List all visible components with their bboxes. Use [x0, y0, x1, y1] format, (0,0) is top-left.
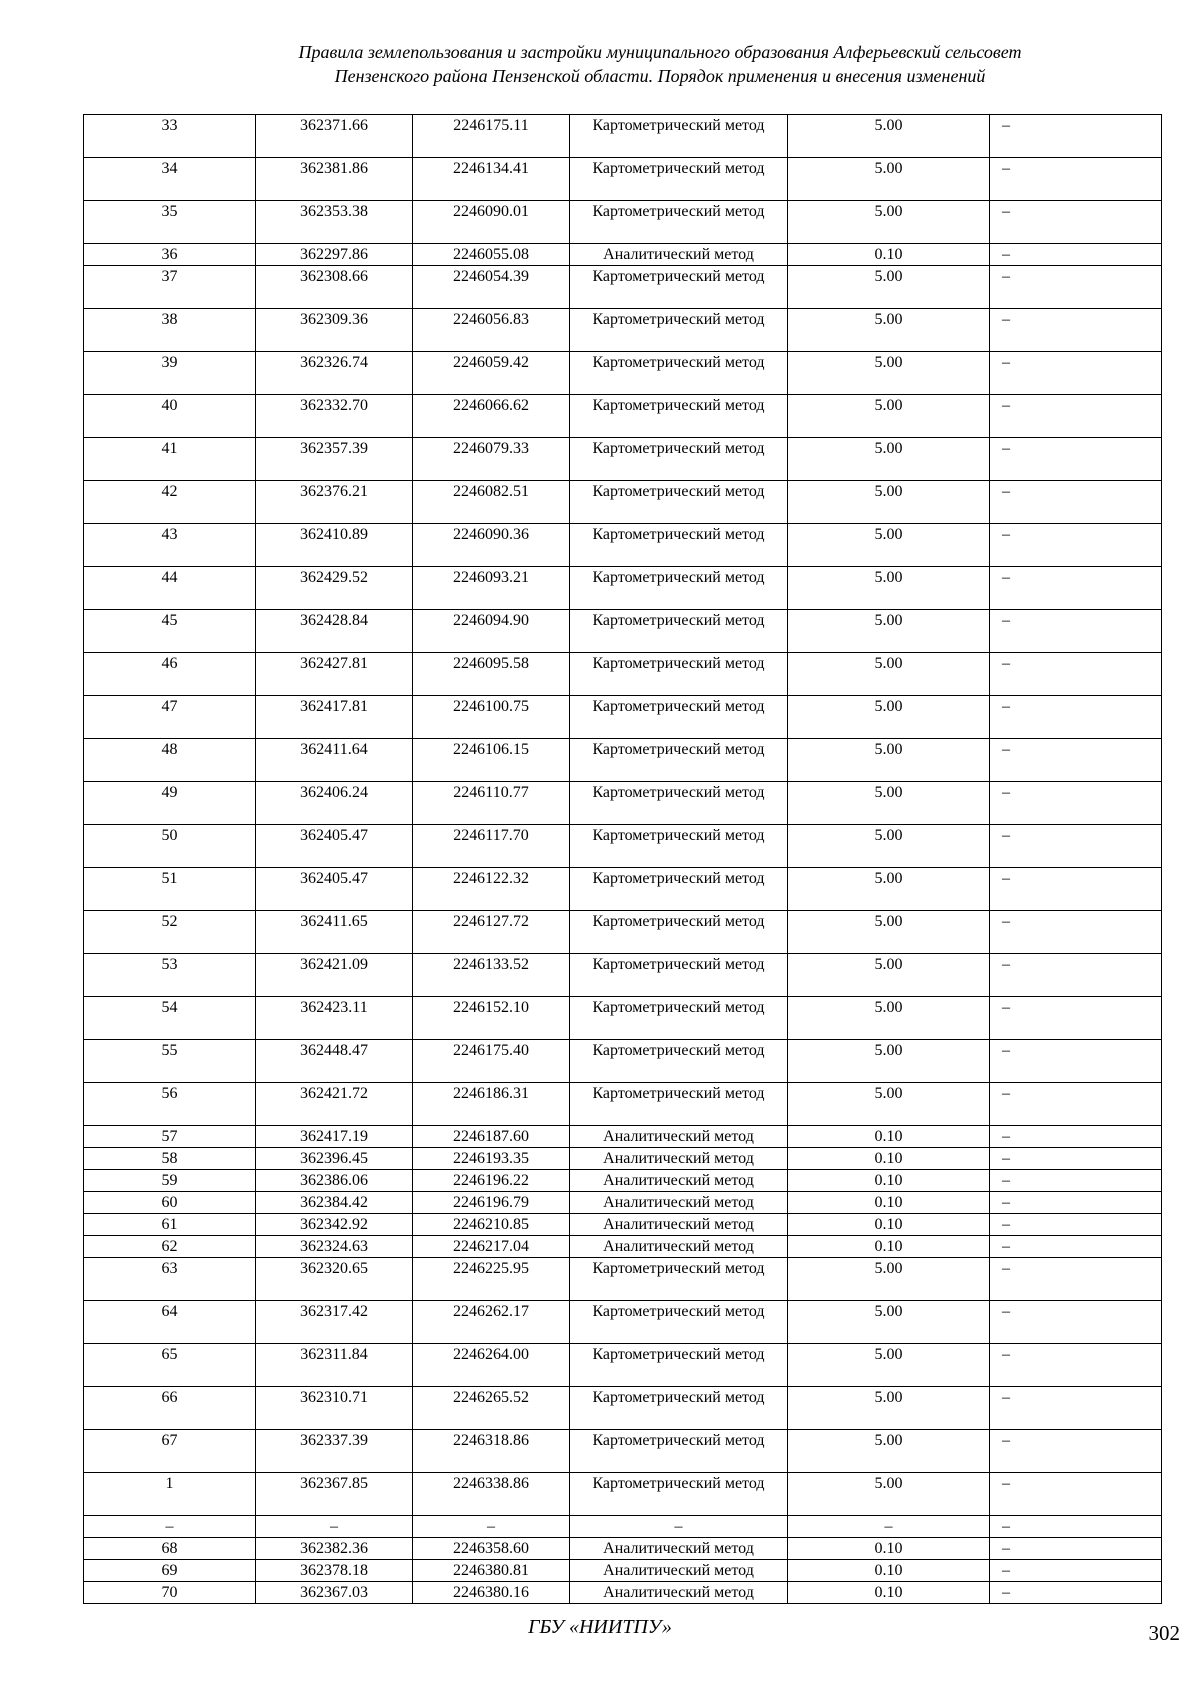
table-row [84, 1126, 1162, 1148]
table-row [84, 524, 1162, 567]
table-row [84, 244, 1162, 266]
point-number-cell: 54 [84, 997, 256, 1040]
note-cell: – [990, 1192, 1162, 1214]
table-row [84, 1560, 1162, 1582]
point-number-cell: 65 [84, 1344, 256, 1387]
x-coordinate-cell: 362410.89 [256, 524, 413, 567]
note-cell: – [990, 1538, 1162, 1560]
note-cell: – [990, 954, 1162, 997]
x-coordinate-cell: 362332.70 [256, 395, 413, 438]
table-row [84, 1040, 1162, 1083]
y-coordinate-cell: 2246106.15 [413, 739, 570, 782]
table-row [84, 481, 1162, 524]
method-cell: Картометрический метод [570, 825, 788, 868]
y-coordinate-cell: 2246095.58 [413, 653, 570, 696]
y-coordinate-cell: 2246193.35 [413, 1148, 570, 1170]
table-row [84, 395, 1162, 438]
point-number-cell: 33 [84, 115, 256, 158]
accuracy-cell: 5.00 [788, 997, 990, 1040]
point-number-cell: 58 [84, 1148, 256, 1170]
method-cell: Картометрический метод [570, 438, 788, 481]
point-number-cell: 44 [84, 567, 256, 610]
note-cell: – [990, 997, 1162, 1040]
x-coordinate-cell: 362417.19 [256, 1126, 413, 1148]
note-cell: – [990, 438, 1162, 481]
method-cell: Картометрический метод [570, 1430, 788, 1473]
y-coordinate-cell: 2246090.36 [413, 524, 570, 567]
method-cell: Картометрический метод [570, 739, 788, 782]
y-coordinate-cell: 2246055.08 [413, 244, 570, 266]
point-number-cell: 67 [84, 1430, 256, 1473]
accuracy-cell: 0.10 [788, 1538, 990, 1560]
note-cell: – [990, 1040, 1162, 1083]
accuracy-cell: 5.00 [788, 567, 990, 610]
table-row [84, 954, 1162, 997]
accuracy-cell: 5.00 [788, 352, 990, 395]
header-line-1: Правила землепользования и застройки муниципального образования Алферьевский сельсовет [298, 42, 1022, 62]
point-number-cell: 56 [84, 1083, 256, 1126]
accuracy-cell: 5.00 [788, 1258, 990, 1301]
method-cell: Аналитический метод [570, 1560, 788, 1582]
accuracy-cell: 5.00 [788, 911, 990, 954]
point-number-cell: 37 [84, 266, 256, 309]
point-number-cell: 51 [84, 868, 256, 911]
x-coordinate-cell: 362337.39 [256, 1430, 413, 1473]
method-cell: Аналитический метод [570, 244, 788, 266]
x-coordinate-cell: 362421.09 [256, 954, 413, 997]
method-cell: Картометрический метод [570, 266, 788, 309]
note-cell: – [990, 1236, 1162, 1258]
x-coordinate-cell: 362406.24 [256, 782, 413, 825]
table-row [84, 438, 1162, 481]
table-row [84, 997, 1162, 1040]
note-cell: – [990, 1473, 1162, 1516]
accuracy-cell: 5.00 [788, 1430, 990, 1473]
note-cell: – [990, 1560, 1162, 1582]
point-number-cell: 43 [84, 524, 256, 567]
y-coordinate-cell: 2246082.51 [413, 481, 570, 524]
y-coordinate-cell: 2246122.32 [413, 868, 570, 911]
coordinates-table-wrapper [83, 114, 1162, 1604]
note-cell: – [990, 1148, 1162, 1170]
x-coordinate-cell: 362308.66 [256, 266, 413, 309]
method-cell: Картометрический метод [570, 158, 788, 201]
x-coordinate-cell: 362423.11 [256, 997, 413, 1040]
table-row [84, 309, 1162, 352]
table-row [84, 1538, 1162, 1560]
table-row [84, 1582, 1162, 1604]
y-coordinate-cell: 2246059.42 [413, 352, 570, 395]
y-coordinate-cell: 2246094.90 [413, 610, 570, 653]
x-coordinate-cell: 362357.39 [256, 438, 413, 481]
y-coordinate-cell: 2246264.00 [413, 1344, 570, 1387]
point-number-cell: 53 [84, 954, 256, 997]
point-number-cell: 61 [84, 1214, 256, 1236]
table-row [84, 1192, 1162, 1214]
note-cell: – [990, 115, 1162, 158]
note-cell: – [990, 653, 1162, 696]
accuracy-cell: 0.10 [788, 1214, 990, 1236]
table-row [84, 739, 1162, 782]
method-cell: Картометрический метод [570, 610, 788, 653]
point-number-cell: 49 [84, 782, 256, 825]
x-coordinate-cell: 362382.36 [256, 1538, 413, 1560]
accuracy-cell: 5.00 [788, 524, 990, 567]
note-cell: – [990, 1258, 1162, 1301]
method-cell: Аналитический метод [570, 1126, 788, 1148]
footer-org: ГБУ «НИИТПУ» [528, 1616, 672, 1638]
y-coordinate-cell: 2246380.81 [413, 1560, 570, 1582]
y-coordinate-cell: 2246133.52 [413, 954, 570, 997]
y-coordinate-cell: 2246262.17 [413, 1301, 570, 1344]
point-number-cell: 52 [84, 911, 256, 954]
accuracy-cell: 5.00 [788, 954, 990, 997]
point-number-cell: 57 [84, 1126, 256, 1148]
y-coordinate-cell: 2246056.83 [413, 309, 570, 352]
table-row [84, 567, 1162, 610]
x-coordinate-cell: 362378.18 [256, 1560, 413, 1582]
x-coordinate-cell: 362317.42 [256, 1301, 413, 1344]
method-cell: Картометрический метод [570, 911, 788, 954]
y-coordinate-cell: – [413, 1516, 570, 1538]
table-row [84, 782, 1162, 825]
point-number-cell: 70 [84, 1582, 256, 1604]
note-cell: – [990, 201, 1162, 244]
point-number-cell: 34 [84, 158, 256, 201]
point-number-cell: 63 [84, 1258, 256, 1301]
accuracy-cell: 0.10 [788, 244, 990, 266]
note-cell: – [990, 1582, 1162, 1604]
x-coordinate-cell: 362353.38 [256, 201, 413, 244]
accuracy-cell: 5.00 [788, 1387, 990, 1430]
method-cell: Картометрический метод [570, 1258, 788, 1301]
point-number-cell: 66 [84, 1387, 256, 1430]
x-coordinate-cell: 362367.85 [256, 1473, 413, 1516]
point-number-cell: 40 [84, 395, 256, 438]
method-cell: Аналитический метод [570, 1236, 788, 1258]
accuracy-cell: 5.00 [788, 115, 990, 158]
method-cell: Картометрический метод [570, 1301, 788, 1344]
method-cell: Аналитический метод [570, 1170, 788, 1192]
x-coordinate-cell: 362320.65 [256, 1258, 413, 1301]
x-coordinate-cell: 362342.92 [256, 1214, 413, 1236]
method-cell: Картометрический метод [570, 481, 788, 524]
accuracy-cell: 5.00 [788, 610, 990, 653]
x-coordinate-cell: 362405.47 [256, 868, 413, 911]
point-number-cell: 42 [84, 481, 256, 524]
method-cell: Картометрический метод [570, 1040, 788, 1083]
point-number-cell: 35 [84, 201, 256, 244]
x-coordinate-cell: 362371.66 [256, 115, 413, 158]
table-row [84, 1387, 1162, 1430]
note-cell: – [990, 309, 1162, 352]
note-cell: – [990, 352, 1162, 395]
point-number-cell: 47 [84, 696, 256, 739]
point-number-cell: 69 [84, 1560, 256, 1582]
table-row [84, 115, 1162, 158]
x-coordinate-cell: 362310.71 [256, 1387, 413, 1430]
table-row [84, 911, 1162, 954]
table-row [84, 825, 1162, 868]
note-cell: – [990, 1126, 1162, 1148]
accuracy-cell: 0.10 [788, 1192, 990, 1214]
y-coordinate-cell: 2246217.04 [413, 1236, 570, 1258]
note-cell: – [990, 782, 1162, 825]
table-row [84, 352, 1162, 395]
method-cell: – [570, 1516, 788, 1538]
y-coordinate-cell: 2246152.10 [413, 997, 570, 1040]
method-cell: Картометрический метод [570, 1083, 788, 1126]
note-cell: – [990, 266, 1162, 309]
accuracy-cell: 5.00 [788, 158, 990, 201]
note-cell: – [990, 696, 1162, 739]
y-coordinate-cell: 2246380.16 [413, 1582, 570, 1604]
table-row [84, 266, 1162, 309]
point-number-cell: 46 [84, 653, 256, 696]
note-cell: – [990, 825, 1162, 868]
accuracy-cell: 5.00 [788, 1473, 990, 1516]
x-coordinate-cell: 362428.84 [256, 610, 413, 653]
x-coordinate-cell: 362326.74 [256, 352, 413, 395]
point-number-cell: 55 [84, 1040, 256, 1083]
point-number-cell: 41 [84, 438, 256, 481]
accuracy-cell: 5.00 [788, 868, 990, 911]
method-cell: Картометрический метод [570, 201, 788, 244]
y-coordinate-cell: 2246318.86 [413, 1430, 570, 1473]
table-row [84, 696, 1162, 739]
table-row [84, 1258, 1162, 1301]
note-cell: – [990, 524, 1162, 567]
header-line-2: Пензенского района Пензенской области. Порядок применения и внесения изменений [334, 66, 986, 86]
page-number: 302 [1148, 1621, 1180, 1645]
table-row [84, 1516, 1162, 1538]
accuracy-cell: 5.00 [788, 739, 990, 782]
y-coordinate-cell: 2246079.33 [413, 438, 570, 481]
note-cell: – [990, 1170, 1162, 1192]
table-row [84, 1301, 1162, 1344]
point-number-cell: 48 [84, 739, 256, 782]
x-coordinate-cell: 362386.06 [256, 1170, 413, 1192]
method-cell: Картометрический метод [570, 395, 788, 438]
x-coordinate-cell: 362421.72 [256, 1083, 413, 1126]
note-cell: – [990, 739, 1162, 782]
table-row [84, 158, 1162, 201]
x-coordinate-cell: 362367.03 [256, 1582, 413, 1604]
y-coordinate-cell: 2246210.85 [413, 1214, 570, 1236]
table-row [84, 1148, 1162, 1170]
method-cell: Картометрический метод [570, 1473, 788, 1516]
y-coordinate-cell: 2246225.95 [413, 1258, 570, 1301]
accuracy-cell: 0.10 [788, 1126, 990, 1148]
x-coordinate-cell: 362311.84 [256, 1344, 413, 1387]
accuracy-cell: 5.00 [788, 395, 990, 438]
table-row [84, 868, 1162, 911]
method-cell: Аналитический метод [570, 1538, 788, 1560]
y-coordinate-cell: 2246054.39 [413, 266, 570, 309]
point-number-cell: 1 [84, 1473, 256, 1516]
x-coordinate-cell: 362411.65 [256, 911, 413, 954]
method-cell: Картометрический метод [570, 868, 788, 911]
method-cell: Картометрический метод [570, 352, 788, 395]
method-cell: Картометрический метод [570, 997, 788, 1040]
y-coordinate-cell: 2246186.31 [413, 1083, 570, 1126]
note-cell: – [990, 1387, 1162, 1430]
accuracy-cell: 5.00 [788, 696, 990, 739]
accuracy-cell: 5.00 [788, 1040, 990, 1083]
y-coordinate-cell: 2246127.72 [413, 911, 570, 954]
note-cell: – [990, 1344, 1162, 1387]
y-coordinate-cell: 2246187.60 [413, 1126, 570, 1148]
method-cell: Картометрический метод [570, 1387, 788, 1430]
x-coordinate-cell: 362384.42 [256, 1192, 413, 1214]
note-cell: – [990, 868, 1162, 911]
y-coordinate-cell: 2246265.52 [413, 1387, 570, 1430]
method-cell: Картометрический метод [570, 696, 788, 739]
table-row [84, 201, 1162, 244]
table-row [84, 653, 1162, 696]
method-cell: Картометрический метод [570, 567, 788, 610]
point-number-cell: 60 [84, 1192, 256, 1214]
method-cell: Аналитический метод [570, 1148, 788, 1170]
note-cell: – [990, 244, 1162, 266]
point-number-cell: 59 [84, 1170, 256, 1192]
y-coordinate-cell: 2246358.60 [413, 1538, 570, 1560]
y-coordinate-cell: 2246066.62 [413, 395, 570, 438]
accuracy-cell: 5.00 [788, 1083, 990, 1126]
y-coordinate-cell: 2246117.70 [413, 825, 570, 868]
accuracy-cell: 5.00 [788, 481, 990, 524]
x-coordinate-cell: 362324.63 [256, 1236, 413, 1258]
table-row [84, 1430, 1162, 1473]
method-cell: Картометрический метод [570, 954, 788, 997]
x-coordinate-cell: 362396.45 [256, 1148, 413, 1170]
method-cell: Картометрический метод [570, 115, 788, 158]
point-number-cell: – [84, 1516, 256, 1538]
method-cell: Картометрический метод [570, 1344, 788, 1387]
y-coordinate-cell: 2246196.22 [413, 1170, 570, 1192]
note-cell: – [990, 1214, 1162, 1236]
point-number-cell: 39 [84, 352, 256, 395]
note-cell: – [990, 567, 1162, 610]
note-cell: – [990, 911, 1162, 954]
note-cell: – [990, 610, 1162, 653]
method-cell: Аналитический метод [570, 1214, 788, 1236]
accuracy-cell: 0.10 [788, 1560, 990, 1582]
x-coordinate-cell: 362417.81 [256, 696, 413, 739]
accuracy-cell: – [788, 1516, 990, 1538]
y-coordinate-cell: 2246175.40 [413, 1040, 570, 1083]
note-cell: – [990, 1430, 1162, 1473]
method-cell: Картометрический метод [570, 309, 788, 352]
accuracy-cell: 0.10 [788, 1236, 990, 1258]
table-row [84, 1083, 1162, 1126]
note-cell: – [990, 158, 1162, 201]
y-coordinate-cell: 2246100.75 [413, 696, 570, 739]
x-coordinate-cell: 362411.64 [256, 739, 413, 782]
accuracy-cell: 0.10 [788, 1582, 990, 1604]
point-number-cell: 64 [84, 1301, 256, 1344]
table-row [84, 1214, 1162, 1236]
accuracy-cell: 5.00 [788, 438, 990, 481]
method-cell: Аналитический метод [570, 1192, 788, 1214]
accuracy-cell: 5.00 [788, 653, 990, 696]
note-cell: – [990, 481, 1162, 524]
point-number-cell: 38 [84, 309, 256, 352]
note-cell: – [990, 1301, 1162, 1344]
point-number-cell: 68 [84, 1538, 256, 1560]
x-coordinate-cell: 362448.47 [256, 1040, 413, 1083]
point-number-cell: 36 [84, 244, 256, 266]
accuracy-cell: 0.10 [788, 1148, 990, 1170]
y-coordinate-cell: 2246196.79 [413, 1192, 570, 1214]
y-coordinate-cell: 2246110.77 [413, 782, 570, 825]
accuracy-cell: 5.00 [788, 201, 990, 244]
accuracy-cell: 5.00 [788, 1301, 990, 1344]
coordinates-table [83, 114, 1162, 1604]
point-number-cell: 62 [84, 1236, 256, 1258]
x-coordinate-cell: 362427.81 [256, 653, 413, 696]
x-coordinate-cell: 362309.36 [256, 309, 413, 352]
y-coordinate-cell: 2246093.21 [413, 567, 570, 610]
point-number-cell: 50 [84, 825, 256, 868]
accuracy-cell: 5.00 [788, 266, 990, 309]
method-cell: Картометрический метод [570, 524, 788, 567]
note-cell: – [990, 395, 1162, 438]
y-coordinate-cell: 2246090.01 [413, 201, 570, 244]
coordinates-table-body [84, 115, 1162, 1604]
table-row [84, 1344, 1162, 1387]
y-coordinate-cell: 2246134.41 [413, 158, 570, 201]
y-coordinate-cell: 2246338.86 [413, 1473, 570, 1516]
y-coordinate-cell: 2246175.11 [413, 115, 570, 158]
method-cell: Картометрический метод [570, 782, 788, 825]
accuracy-cell: 5.00 [788, 782, 990, 825]
table-row [84, 1170, 1162, 1192]
point-number-cell: 45 [84, 610, 256, 653]
method-cell: Картометрический метод [570, 653, 788, 696]
x-coordinate-cell: 362376.21 [256, 481, 413, 524]
accuracy-cell: 5.00 [788, 309, 990, 352]
note-cell: – [990, 1516, 1162, 1538]
table-row [84, 610, 1162, 653]
page-header [0, 40, 1200, 88]
accuracy-cell: 5.00 [788, 825, 990, 868]
table-row [84, 1236, 1162, 1258]
method-cell: Аналитический метод [570, 1582, 788, 1604]
accuracy-cell: 0.10 [788, 1170, 990, 1192]
accuracy-cell: 5.00 [788, 1344, 990, 1387]
table-row [84, 1473, 1162, 1516]
x-coordinate-cell: – [256, 1516, 413, 1538]
x-coordinate-cell: 362297.86 [256, 244, 413, 266]
x-coordinate-cell: 362429.52 [256, 567, 413, 610]
note-cell: – [990, 1083, 1162, 1126]
x-coordinate-cell: 362381.86 [256, 158, 413, 201]
x-coordinate-cell: 362405.47 [256, 825, 413, 868]
